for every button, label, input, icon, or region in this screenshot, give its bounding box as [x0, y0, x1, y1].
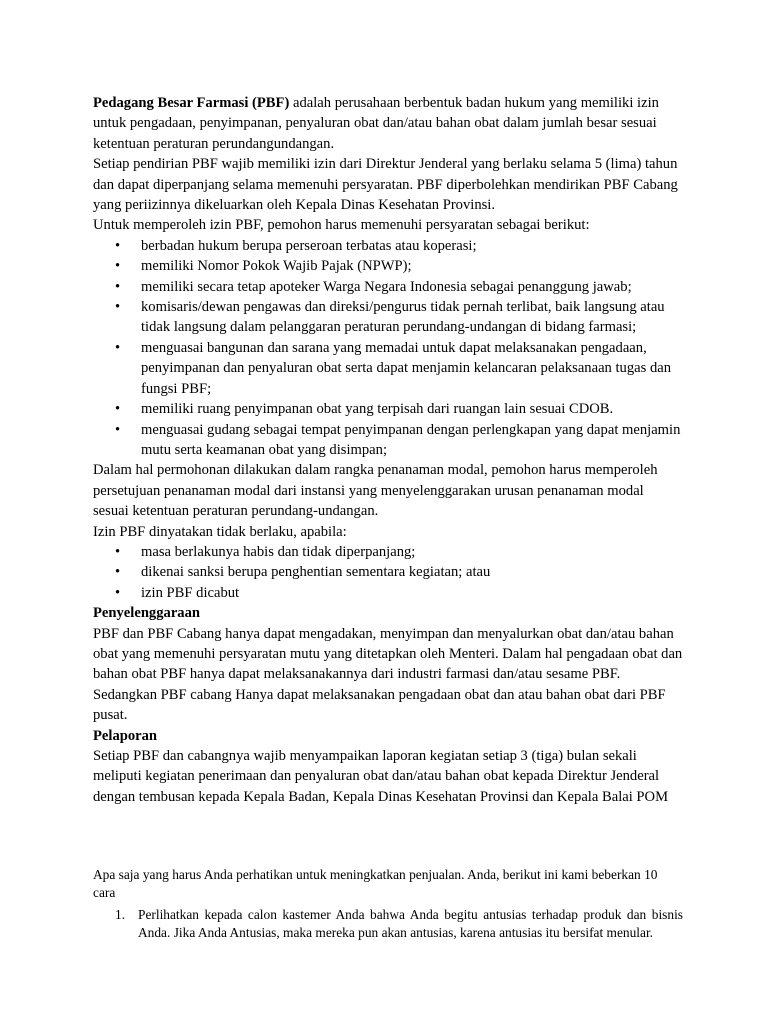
main-text [93, 93, 683, 807]
penjualan-list [93, 906, 683, 942]
pelaporan-heading: Pelaporan [93, 727, 158, 744]
list-item-text: Perlihatkan kepada calon kastemer Anda bahwa Anda begitu antusias terhadap produk dan bisnis Anda. Jika Anda Antusias, maka mereka pun akan antusias, karena antusias itu bersifat menular. [138, 907, 683, 940]
penyelenggaraan-heading: Penyelenggaraan [93, 605, 201, 622]
list-item: • memiliki ruang penyimpanan obat yang terpisah dari ruangan lain sesuai CDOB. [93, 399, 683, 419]
syarat-intro: Untuk memperoleh izin PBF, pemohon harus memenuhi persyaratan sebagai berikut: [93, 217, 590, 234]
penjualan-intro: Apa saja yang harus Anda perhatikan untuk meningkatkan penjualan. Anda, berikut ini kami beberkan 10 cara [93, 867, 658, 900]
list-item: • izin PBF dicabut [93, 583, 683, 603]
pelaporan-body: Setiap PBF dan cabangnya wajib menyampaikan laporan kegiatan setiap 3 (tiga) bulan sekali meliputi kegiatan penerimaan dan penyaluran obat dan/atau bahan obat kepada Direktur Jenderal dengan tembusan kepada Kepala Badan, Kepala Dinas Kesehatan Provinsi dan Kepala Balai POM [93, 748, 669, 805]
syarat-list [93, 236, 683, 460]
list-number: 1. [115, 907, 126, 922]
list-item: • komisaris/dewan pengawas dan direksi/pengurus tidak pernah terlibat, baik langsung atau tidak langsung dalam pelanggaran peraturan perundang-undangan di bidang farmasi; [93, 297, 683, 338]
penyelenggaraan-body: PBF dan PBF Cabang hanya dapat mengadakan, menyimpan dan menyalurkan obat dan/atau bahan obat yang memenuhi persyaratan mutu yang ditetapkan oleh Menteri. Dalam hal pengadaan obat dan bahan obat PBF hanya dapat melaksanakannya dari industri farmasi dan/atau sesame PBF. Sedangkan PBF cabang Hanya dapat melaksanakan pengadaan obat dan atau bahan obat dari PBF pusat. [93, 625, 683, 724]
list-item: • memiliki Nomor Pokok Wajib Pajak (NPWP); [93, 256, 683, 276]
list-item: • menguasai gudang sebagai tempat penyimpanan dengan perlengkapan yang dapat menjamin mutu serta keamanan obat yang disimpan; [93, 420, 683, 461]
penjualan-section [93, 866, 683, 942]
definition-text: adalah perusahaan berbentuk badan hukum yang memiliki izin untuk pengadaan, penyimpanan, penyaluran obat dan/atau bahan obat dalam jumlah besar sesuai ketentuan peraturan perundangundangan. [93, 95, 659, 152]
term-pbf: Pedagang Besar Farmasi (PBF) [93, 95, 290, 111]
penanaman-modal-paragraph: Dalam hal permohonan dilakukan dalam rangka penanaman modal, pemohon harus memperoleh persetujuan penanaman modal dari instansi yang menyelenggarakan urusan penanaman modal sesuai ketentuan peraturan perundang-undangan. [93, 462, 658, 520]
list-item [93, 906, 683, 942]
list-item: • masa berlakunya habis dan tidak diperpanjang; [93, 542, 683, 562]
izin-paragraph: Setiap pendirian PBF wajib memiliki izin dari Direktur Jenderal yang berlaku selama 5 (lima) tahun dan dapat diperpanjang selama memenuhi persyaratan. PBF diperbolehkan mendirikan PBF Cabang yang periizinnya dikeluarkan oleh Kepala Dinas Kesehatan Provinsi. [93, 156, 678, 214]
intro-paragraph [93, 93, 683, 154]
list-item: • memiliki secara tetap apoteker Warga Negara Indonesia sebagai penanggung jawab; [93, 277, 683, 297]
tidak-berlaku-intro: Izin PBF dinyatakan tidak berlaku, apabila: [93, 523, 347, 540]
list-item: • berbadan hukum berupa perseroan terbatas atau koperasi; [93, 236, 683, 256]
list-item: • dikenai sanksi berupa penghentian sementara kegiatan; atau [93, 562, 683, 582]
list-item: • menguasai bangunan dan sarana yang memadai untuk dapat melaksanakan pengadaan, penyimpanan dan penyaluran obat serta dapat menjamin kelancaran pelaksanaan tugas dan fungsi PBF; [93, 338, 683, 399]
tidak-berlaku-list [93, 542, 683, 603]
